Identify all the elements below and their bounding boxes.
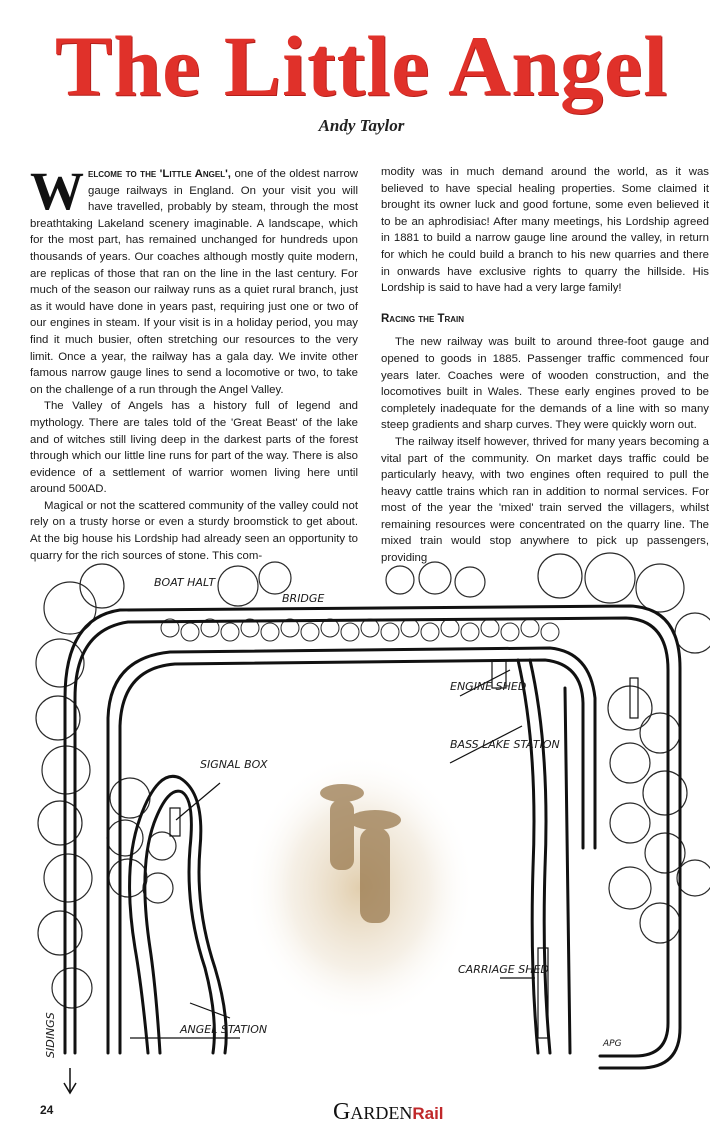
label-angel-station: ANGEL STATION: [180, 1023, 268, 1036]
label-engine-shed: ENGINE SHED: [450, 680, 527, 693]
label-signal-box: SIGNAL BOX: [200, 758, 268, 771]
label-boat-halt: BOAT HALT: [154, 576, 216, 589]
paragraph-intro: [30, 161, 359, 398]
intro-text: one of the oldest narrow gauge railways in England. On your visit you will have travelled, probably by steam, through the most breathtaking Lakeland scenery imaginable. A landscape, which for the most part, has remained unchanged for hundreds upon thousands of years. Our coaches although mostly quite modern, are replicas of those that ran on the line in the last century. For much of the season our railway runs as a quiet rural branch, just as it would have done in years past, requiring just one or two of our engines in steam. If your visit is in a holiday period, you may find it much busier, often stretching our resources to the very limit. Once a year, the railway has a gala day. We invite other famous narrow gauge lines to send a locomotive or two, to take on the challenge of a run through the Angel Valley.: [30, 168, 359, 396]
paragraph: modity was in much demand around the world, as it was believed to have special healing properties. Some claimed it brought its owner luck and good fortune, some even believed it to be an aphrodisiac! After many meetings, his Lordship agreed in 1881 to build a narrow gauge line around the valley, in return for which he could build a branch to his new quarries and there in onwards have exclusive rights to quarry the hillside. His Lordship is said to have had a very large family!: [381, 166, 709, 295]
label-bridge: BRIDGE: [282, 592, 325, 605]
article-title: The Little Angel: [54, 18, 669, 114]
label-bass-lake: BASS LAKE STATION: [450, 738, 560, 751]
paragraph: The new railway was built to around three-foot gauge and opened to goods in 1885. Passenger traffic commenced four years later. Coaches were of wooden construction, and the locomotives built in Wales. These early engines proved to be completely inadequate for the demands of a line with so many steep gradients and sharp curves. They were quickly worn out.: [381, 336, 709, 432]
track-plan-sketch: [30, 548, 710, 1098]
section-heading: Racing the Train: [381, 312, 465, 325]
paragraph: The Valley of Angels has a history full of legend and mythology. There are tales told of the 'Great Beast' of the lake and of witches still living deep in the darkest parts of the forest through which our little line runs for part of the way. There is also evidence of a settlement of warrior women living here until around 500AD.: [30, 400, 358, 496]
drop-cap: W: [30, 161, 84, 221]
author-byline: Andy Taylor: [318, 116, 405, 135]
magazine-logo: GARDENRail: [333, 1099, 444, 1125]
label-carriage-shed: CARRIAGE SHED: [458, 963, 549, 976]
article-column-right: [381, 164, 709, 567]
article-column-left: [30, 161, 359, 564]
label-sidings: SIDINGS: [44, 1012, 57, 1058]
intro-lead: elcome to the 'Little Angel',: [88, 168, 231, 180]
paragraph: Magical or not the scattered community of the valley could not rely on a trusty horse or even a sturdy broomstick to get about. At the big house his Lordship had already seen an opportunity to quarry for the rich sources of stone. This com-: [30, 499, 358, 562]
label-signature: APG: [603, 1039, 622, 1049]
paragraph: The railway itself however, thrived for many years becoming a vital part of the community. On market days traffic could be particularly heavy, with two engines often required to pull the heavy cattle trains which ran in addition to normal services. For most of the year the 'mixed' train served the villagers, whilst remaining resources were concentrated on the quarry line. The mixed train would stop anywhere to pick up passengers, providing: [381, 435, 709, 565]
page-number: 24: [40, 1103, 54, 1117]
sidings-line: [64, 1068, 76, 1093]
